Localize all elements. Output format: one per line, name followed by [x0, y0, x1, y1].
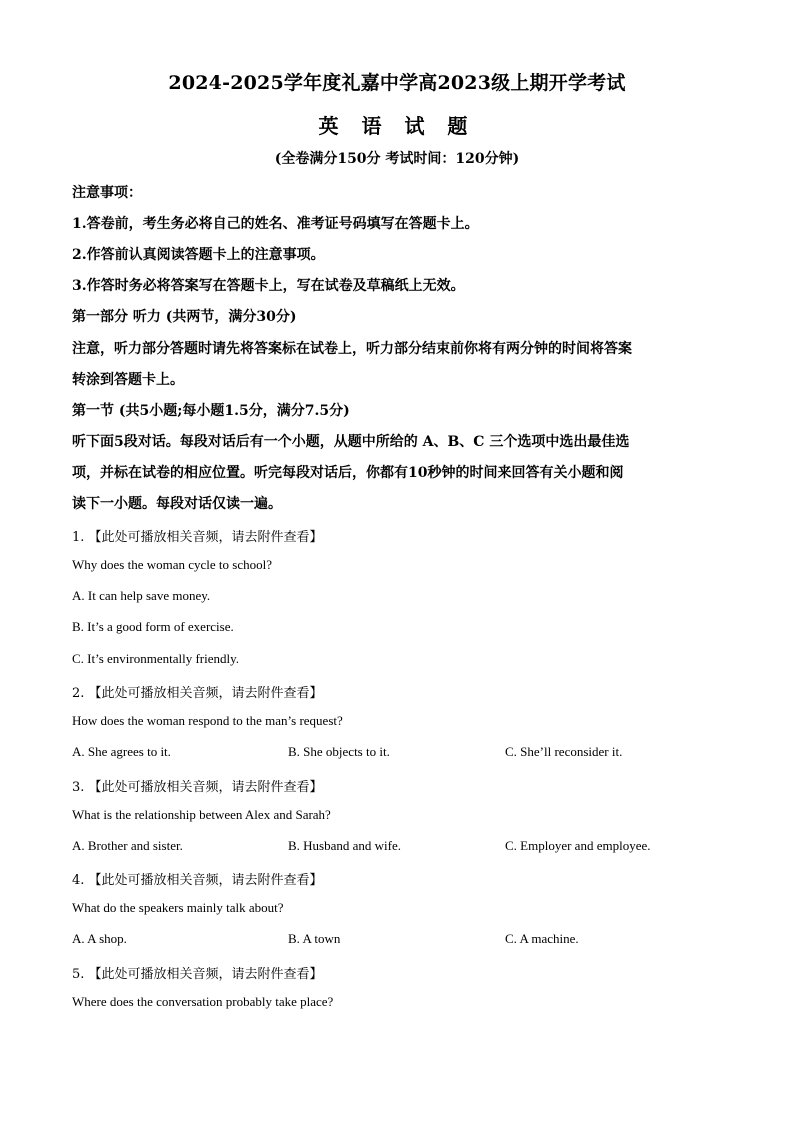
question-2-option-c: C. She’ll reconsider it.: [505, 744, 623, 759]
instruction-line3: 读下一小题。每段对话仅读一遍。: [72, 496, 282, 512]
section1-heading: 第一节 (共5小题;每小题1.5分，满分7.5分): [72, 403, 350, 419]
note-item-3: 3.作答时务必将答案写在答题卡上，写在试卷及草稿纸上无效。: [72, 278, 465, 294]
question-1-option-b: B. It’s a good form of exercise.: [72, 619, 234, 634]
question-4-option-b: B. A town: [288, 931, 341, 946]
question-4-option-a: A. A shop.: [72, 931, 127, 946]
exam-title: 2024-2025学年度礼嘉中学高2023级上期开学考试: [168, 72, 626, 94]
note-item-1: 1.答卷前，考生务必将自己的姓名、准考证号码填写在答题卡上。: [72, 216, 479, 232]
part1-heading: 第一部分 听力 (共两节，满分30分): [72, 309, 297, 325]
question-1-option-a: A. It can help save money.: [72, 588, 211, 603]
question-3-option-c: C. Employer and employee.: [505, 838, 651, 853]
part1-notice-line1: 注意，听力部分答题时请先将答案标在试卷上，听力部分结束前你将有两分钟的时间将答案: [72, 341, 632, 357]
question-4-option-c: C. A machine.: [505, 931, 579, 946]
question-2-text: How does the woman respond to the man’s request?: [72, 713, 343, 728]
instruction-line1: 听下面5段对话。每段对话后有一个小题，从题中所给的 A、B、C 三个选项中选出最佳选: [72, 434, 630, 450]
question-3-audio-note: 3. 【此处可播放相关音频，请去附件查看】: [72, 780, 323, 795]
question-3-option-b: B. Husband and wife.: [288, 838, 402, 853]
part1-notice-line2: 转涂到答题卡上。: [72, 372, 184, 388]
question-2-option-a: A. She agrees to it.: [72, 744, 171, 759]
notes-heading: 注意事项：: [72, 185, 142, 201]
score-time-line: (全卷满分150分 考试时间：120分钟): [274, 151, 520, 167]
question-2-option-b: B. She objects to it.: [288, 744, 390, 759]
question-5-text: Where does the conversation probably take place?: [72, 994, 334, 1009]
question-1-audio-note: 1. 【此处可播放相关音频，请去附件查看】: [72, 530, 323, 545]
question-3-text: What is the relationship between Alex and Sarah?: [72, 807, 331, 822]
question-2-audio-note: 2. 【此处可播放相关音频，请去附件查看】: [72, 686, 323, 701]
question-1-option-c: C. It’s environmentally friendly.: [72, 651, 240, 666]
note-item-2: 2.作答前认真阅读答题卡上的注意事项。: [72, 247, 325, 263]
question-3-option-a: A. Brother and sister.: [72, 838, 183, 853]
exam-subtitle: 英 语 试 题: [318, 114, 476, 138]
instruction-line2: 项，并标在试卷的相应位置。听完每段对话后，你都有10秒钟的时间来回答有关小题和阅: [72, 465, 624, 481]
question-4-text: What do the speakers mainly talk about?: [72, 900, 284, 915]
question-5-audio-note: 5. 【此处可播放相关音频，请去附件查看】: [72, 967, 323, 982]
question-1-text: Why does the woman cycle to school?: [72, 557, 272, 572]
question-4-audio-note: 4. 【此处可播放相关音频，请去附件查看】: [72, 873, 323, 888]
